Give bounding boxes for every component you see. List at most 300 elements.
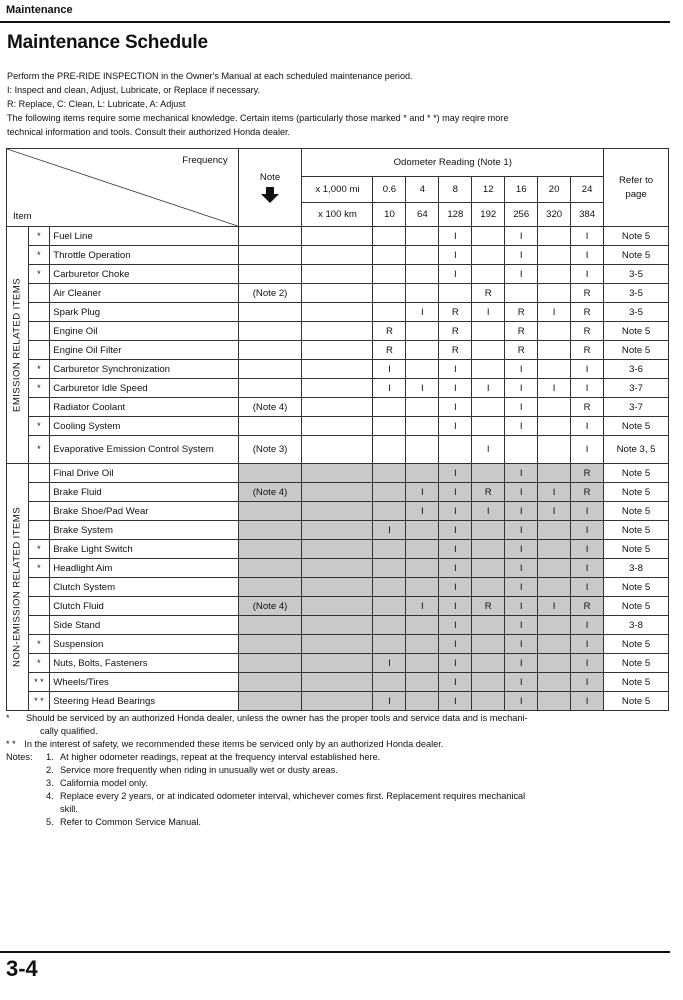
interval-cell: I — [373, 360, 406, 379]
blank-cell — [302, 246, 373, 265]
service-mark — [28, 502, 50, 521]
interval-cell — [472, 322, 505, 341]
interval-cell: I — [505, 502, 538, 521]
refer-page: 3-7 — [604, 379, 669, 398]
service-mark — [28, 597, 50, 616]
refer-page: Note 5 — [604, 341, 669, 360]
interval-cell: I — [439, 398, 472, 417]
blank-cell — [302, 284, 373, 303]
group-label: EMISSION RELATED ITEMS — [11, 278, 23, 412]
refer-page: Note 3, 5 — [604, 436, 669, 464]
interval-cell — [406, 673, 439, 692]
interval-cell — [439, 436, 472, 464]
item-note: (Note 4) — [238, 483, 302, 502]
notes-label: Notes: — [6, 752, 33, 762]
interval-cell — [538, 341, 571, 360]
refer-page: Note 5 — [604, 417, 669, 436]
item-note — [238, 559, 302, 578]
odometer-mi-value: 4 — [406, 177, 439, 203]
note-text: skill. — [60, 804, 78, 814]
interval-cell — [472, 417, 505, 436]
interval-cell: I — [439, 521, 472, 540]
blank-cell — [302, 521, 373, 540]
interval-cell: I — [505, 654, 538, 673]
group-label: NON-EMISSION RELATED ITEMS — [11, 506, 23, 668]
odometer-mi-value: 20 — [538, 177, 571, 203]
blank-cell — [302, 597, 373, 616]
item-note — [238, 322, 302, 341]
blank-cell — [302, 654, 373, 673]
refer-page: Note 5 — [604, 673, 669, 692]
interval-cell — [406, 341, 439, 360]
item-name: Brake Fluid — [50, 483, 238, 502]
item-note — [238, 578, 302, 597]
interval-cell: I — [406, 303, 439, 322]
blank-cell — [302, 360, 373, 379]
interval-cell: I — [571, 227, 604, 246]
service-mark: * — [28, 540, 50, 559]
interval-cell: R — [373, 341, 406, 360]
service-mark — [28, 464, 50, 483]
item-note — [238, 654, 302, 673]
arrow-down-icon — [261, 187, 279, 203]
interval-cell — [373, 464, 406, 483]
item-name: Engine Oil — [50, 322, 238, 341]
odometer-km-value: 10 — [373, 203, 406, 227]
blank-cell — [302, 616, 373, 635]
interval-cell — [472, 360, 505, 379]
star-footnote: Should be serviced by an authorized Honda dealer, unless the owner has the proper tools and service data and is mechani- — [26, 713, 528, 723]
interval-cell: I — [505, 616, 538, 635]
item-name: Carburetor Synchronization — [50, 360, 238, 379]
interval-cell — [406, 578, 439, 597]
schedule-row — [7, 360, 669, 379]
note-line — [6, 803, 671, 816]
interval-cell — [406, 616, 439, 635]
refer-page: Note 5 — [604, 483, 669, 502]
item-name: Fuel Line — [50, 227, 238, 246]
refer-page: 3-8 — [604, 559, 669, 578]
refer-page: Note 5 — [604, 502, 669, 521]
item-name: Radiator Coolant — [50, 398, 238, 417]
interval-cell: R — [571, 284, 604, 303]
interval-cell: I — [538, 379, 571, 398]
interval-cell: I — [505, 540, 538, 559]
note-number: 3. — [46, 778, 54, 788]
note-number: 5. — [46, 817, 54, 827]
refer-page: Note 5 — [604, 521, 669, 540]
interval-cell — [538, 521, 571, 540]
unit-mi: x 1,000 mi — [302, 177, 373, 203]
interval-cell: I — [571, 578, 604, 597]
note-number: 1. — [46, 752, 54, 762]
interval-cell — [538, 436, 571, 464]
odometer-mi-value: 0.6 — [373, 177, 406, 203]
interval-cell: I — [571, 540, 604, 559]
double-star-footnote: In the interest of safety, we recommended these items be serviced only by an authorized Honda dealer. — [24, 739, 444, 749]
service-mark — [28, 578, 50, 597]
refer-page: 3-5 — [604, 265, 669, 284]
item-note: (Note 3) — [238, 436, 302, 464]
item-name: Steering Head Bearings — [50, 692, 238, 711]
item-note — [238, 303, 302, 322]
interval-cell — [373, 398, 406, 417]
interval-cell — [538, 464, 571, 483]
interval-cell: I — [439, 227, 472, 246]
intro-line: R: Replace, C: Clean, L: Lubricate, A: Adjust — [7, 99, 186, 109]
interval-cell: I — [439, 616, 472, 635]
odometer-km-value: 384 — [571, 203, 604, 227]
interval-cell: I — [571, 360, 604, 379]
intro-line: I: Inspect and clean, Adjust, Lubricate, or Replace if necessary. — [7, 85, 261, 95]
interval-cell: I — [472, 436, 505, 464]
interval-cell — [538, 559, 571, 578]
schedule-row — [7, 398, 669, 417]
interval-cell: R — [439, 303, 472, 322]
group-label-cell — [7, 227, 29, 464]
interval-cell: I — [439, 540, 472, 559]
blank-cell — [302, 303, 373, 322]
interval-cell: I — [505, 464, 538, 483]
interval-cell: I — [538, 597, 571, 616]
interval-cell: I — [538, 502, 571, 521]
interval-cell: I — [571, 265, 604, 284]
service-mark: * — [28, 265, 50, 284]
interval-cell — [406, 559, 439, 578]
interval-cell — [373, 540, 406, 559]
item-name: Throttle Operation — [50, 246, 238, 265]
page-number: 3-4 — [6, 956, 38, 981]
note-line — [6, 790, 671, 803]
note-line — [6, 816, 671, 829]
refer-page: Note 5 — [604, 322, 669, 341]
interval-cell: R — [472, 483, 505, 502]
note-text: Service more frequently when riding in unusually wet or dusty areas. — [60, 765, 338, 775]
interval-cell: I — [505, 673, 538, 692]
item-name: Headlight Aim — [50, 559, 238, 578]
interval-cell — [373, 635, 406, 654]
item-note — [238, 540, 302, 559]
blank-cell — [302, 502, 373, 521]
interval-cell — [406, 246, 439, 265]
interval-cell: I — [439, 246, 472, 265]
item-name: Air Cleaner — [50, 284, 238, 303]
interval-cell: I — [571, 502, 604, 521]
interval-cell: I — [571, 635, 604, 654]
note-header — [238, 149, 302, 227]
refer-page: Note 5 — [604, 578, 669, 597]
service-mark — [28, 284, 50, 303]
schedule-row — [7, 303, 669, 322]
interval-cell: I — [472, 303, 505, 322]
interval-cell — [373, 578, 406, 597]
interval-cell — [373, 502, 406, 521]
interval-cell: I — [439, 464, 472, 483]
odometer-mi-value: 8 — [439, 177, 472, 203]
interval-cell — [472, 559, 505, 578]
interval-cell: I — [505, 246, 538, 265]
service-mark: * * — [28, 673, 50, 692]
interval-cell — [472, 635, 505, 654]
interval-cell: I — [505, 578, 538, 597]
interval-cell — [538, 540, 571, 559]
note-text: Refer to Common Service Manual. — [60, 817, 201, 827]
interval-cell — [505, 284, 538, 303]
interval-cell: I — [505, 635, 538, 654]
refer-page: 3-8 — [604, 616, 669, 635]
blank-cell — [302, 379, 373, 398]
schedule-row — [7, 464, 669, 483]
intro-text — [7, 69, 672, 139]
interval-cell: I — [571, 246, 604, 265]
interval-cell: I — [439, 265, 472, 284]
interval-cell: I — [505, 559, 538, 578]
interval-cell: R — [439, 322, 472, 341]
service-mark: * — [28, 635, 50, 654]
unit-km: x 100 km — [302, 203, 373, 227]
service-mark — [28, 322, 50, 341]
odometer-km-value: 192 — [472, 203, 505, 227]
service-mark: * — [28, 654, 50, 673]
odometer-mi-value: 16 — [505, 177, 538, 203]
interval-cell: R — [505, 303, 538, 322]
item-name: Clutch System — [50, 578, 238, 597]
refer-page: Note 5 — [604, 246, 669, 265]
interval-cell: R — [505, 341, 538, 360]
star-footnote-cont: cally qualified. — [40, 726, 98, 736]
schedule-row — [7, 521, 669, 540]
item-note — [238, 265, 302, 284]
schedule-row — [7, 692, 669, 711]
frequency-item-header — [7, 149, 239, 227]
service-mark: * — [28, 379, 50, 398]
interval-cell — [373, 616, 406, 635]
double-star-mark: * * — [6, 739, 16, 749]
interval-cell — [406, 654, 439, 673]
odometer-km-value: 320 — [538, 203, 571, 227]
interval-cell: I — [406, 379, 439, 398]
odometer-mi-value: 24 — [571, 177, 604, 203]
blank-cell — [302, 673, 373, 692]
interval-cell — [538, 673, 571, 692]
interval-cell — [406, 322, 439, 341]
interval-cell — [472, 540, 505, 559]
interval-cell: I — [505, 379, 538, 398]
interval-cell — [538, 692, 571, 711]
interval-cell: I — [439, 417, 472, 436]
interval-cell — [373, 417, 406, 436]
interval-cell: I — [505, 483, 538, 502]
item-note — [238, 341, 302, 360]
interval-cell: I — [571, 616, 604, 635]
interval-cell — [406, 417, 439, 436]
schedule-row — [7, 322, 669, 341]
blank-cell — [302, 483, 373, 502]
schedule-row — [7, 654, 669, 673]
interval-cell — [373, 483, 406, 502]
item-note — [238, 673, 302, 692]
interval-cell: I — [373, 654, 406, 673]
refer-page: 3-5 — [604, 284, 669, 303]
interval-cell — [538, 227, 571, 246]
interval-cell: I — [439, 502, 472, 521]
refer-page: 3-6 — [604, 360, 669, 379]
schedule-row — [7, 379, 669, 398]
interval-cell — [505, 436, 538, 464]
note-line — [6, 764, 671, 777]
interval-cell — [373, 436, 406, 464]
blank-cell — [302, 322, 373, 341]
item-name: Engine Oil Filter — [50, 341, 238, 360]
interval-cell: R — [373, 322, 406, 341]
interval-cell — [406, 227, 439, 246]
item-name: Spark Plug — [50, 303, 238, 322]
service-mark: * * — [28, 692, 50, 711]
service-mark: * — [28, 227, 50, 246]
interval-cell — [538, 654, 571, 673]
interval-cell — [538, 246, 571, 265]
interval-cell: I — [505, 398, 538, 417]
odometer-km-value: 256 — [505, 203, 538, 227]
interval-cell — [472, 521, 505, 540]
interval-cell — [406, 540, 439, 559]
interval-cell — [538, 417, 571, 436]
note-label: Note — [259, 172, 281, 183]
item-note — [238, 227, 302, 246]
footnotes — [6, 712, 671, 829]
item-note: (Note 2) — [238, 284, 302, 303]
interval-cell — [406, 692, 439, 711]
interval-cell — [472, 265, 505, 284]
blank-cell — [302, 692, 373, 711]
item-note — [238, 502, 302, 521]
item-note — [238, 635, 302, 654]
interval-cell — [373, 246, 406, 265]
schedule-row — [7, 578, 669, 597]
schedule-row — [7, 265, 669, 284]
item-name: Side Stand — [50, 616, 238, 635]
intro-line: Perform the PRE-RIDE INSPECTION in the Owner's Manual at each scheduled maintenance period. — [7, 71, 413, 81]
schedule-row — [7, 559, 669, 578]
interval-cell: I — [373, 521, 406, 540]
note-line — [6, 777, 671, 790]
intro-line: technical information and tools. Consult their authorized Honda dealer. — [7, 127, 291, 137]
interval-cell: R — [571, 597, 604, 616]
interval-cell: I — [571, 559, 604, 578]
star-mark: * — [6, 713, 10, 723]
item-label: Item — [13, 211, 32, 222]
item-note — [238, 464, 302, 483]
interval-cell: I — [505, 521, 538, 540]
odometer-km-value: 64 — [406, 203, 439, 227]
schedule-row — [7, 616, 669, 635]
interval-cell: I — [505, 692, 538, 711]
item-note — [238, 521, 302, 540]
interval-cell: R — [472, 284, 505, 303]
interval-cell — [472, 464, 505, 483]
interval-cell: R — [571, 398, 604, 417]
odometer-km-value: 128 — [439, 203, 472, 227]
blank-cell — [302, 559, 373, 578]
schedule-row — [7, 673, 669, 692]
note-text: Replace every 2 years, or at indicated odometer interval, whichever comes first. Replacement requires mechanical — [60, 791, 526, 801]
interval-cell — [538, 616, 571, 635]
interval-cell — [373, 597, 406, 616]
refer-page: Note 5 — [604, 635, 669, 654]
group-label-cell — [7, 464, 29, 711]
interval-cell: R — [571, 464, 604, 483]
service-mark — [28, 398, 50, 417]
odometer-header: Odometer Reading (Note 1) — [302, 149, 604, 177]
interval-cell — [373, 265, 406, 284]
header-rule — [0, 21, 670, 23]
interval-cell: R — [439, 341, 472, 360]
interval-cell: I — [406, 483, 439, 502]
service-mark — [28, 341, 50, 360]
interval-cell: I — [439, 360, 472, 379]
interval-cell — [373, 303, 406, 322]
blank-cell — [302, 635, 373, 654]
service-mark: * — [28, 417, 50, 436]
interval-cell — [406, 284, 439, 303]
interval-cell — [538, 635, 571, 654]
refer-page: Note 5 — [604, 654, 669, 673]
interval-cell — [472, 673, 505, 692]
item-note — [238, 379, 302, 398]
note-number: 2. — [46, 765, 54, 775]
interval-cell — [538, 265, 571, 284]
schedule-row — [7, 417, 669, 436]
interval-cell — [472, 616, 505, 635]
intro-line: The following items require some mechanical knowledge. Certain items (particularly those marked * and * *) may reqire more — [7, 113, 509, 123]
interval-cell: I — [571, 379, 604, 398]
footer-rule — [0, 951, 670, 953]
blank-cell — [302, 540, 373, 559]
schedule-row — [7, 483, 669, 502]
interval-cell: I — [505, 360, 538, 379]
interval-cell: I — [373, 692, 406, 711]
service-mark — [28, 521, 50, 540]
service-mark — [28, 303, 50, 322]
interval-cell: I — [472, 502, 505, 521]
schedule-row — [7, 341, 669, 360]
item-note — [238, 360, 302, 379]
interval-cell: I — [472, 379, 505, 398]
refer-page: 3-5 — [604, 303, 669, 322]
frequency-label: Frequency — [182, 155, 228, 166]
item-name: Nuts, Bolts, Fasteners — [50, 654, 238, 673]
service-mark — [28, 616, 50, 635]
blank-cell — [302, 341, 373, 360]
schedule-row — [7, 540, 669, 559]
item-name: Evaporative Emission Control System — [50, 436, 238, 464]
interval-cell: R — [505, 322, 538, 341]
refer-page: 3-7 — [604, 398, 669, 417]
interval-cell — [406, 265, 439, 284]
interval-cell — [373, 673, 406, 692]
note-text: At higher odometer readings, repeat at the frequency interval established here. — [60, 752, 381, 762]
service-mark: * — [28, 436, 50, 464]
page-title: Maintenance Schedule — [7, 32, 208, 53]
refer-page: Note 5 — [604, 597, 669, 616]
interval-cell: I — [439, 483, 472, 502]
blank-cell — [302, 398, 373, 417]
item-note — [238, 246, 302, 265]
interval-cell: I — [439, 379, 472, 398]
interval-cell: R — [472, 597, 505, 616]
item-note: (Note 4) — [238, 398, 302, 417]
note-number: 4. — [46, 791, 54, 801]
